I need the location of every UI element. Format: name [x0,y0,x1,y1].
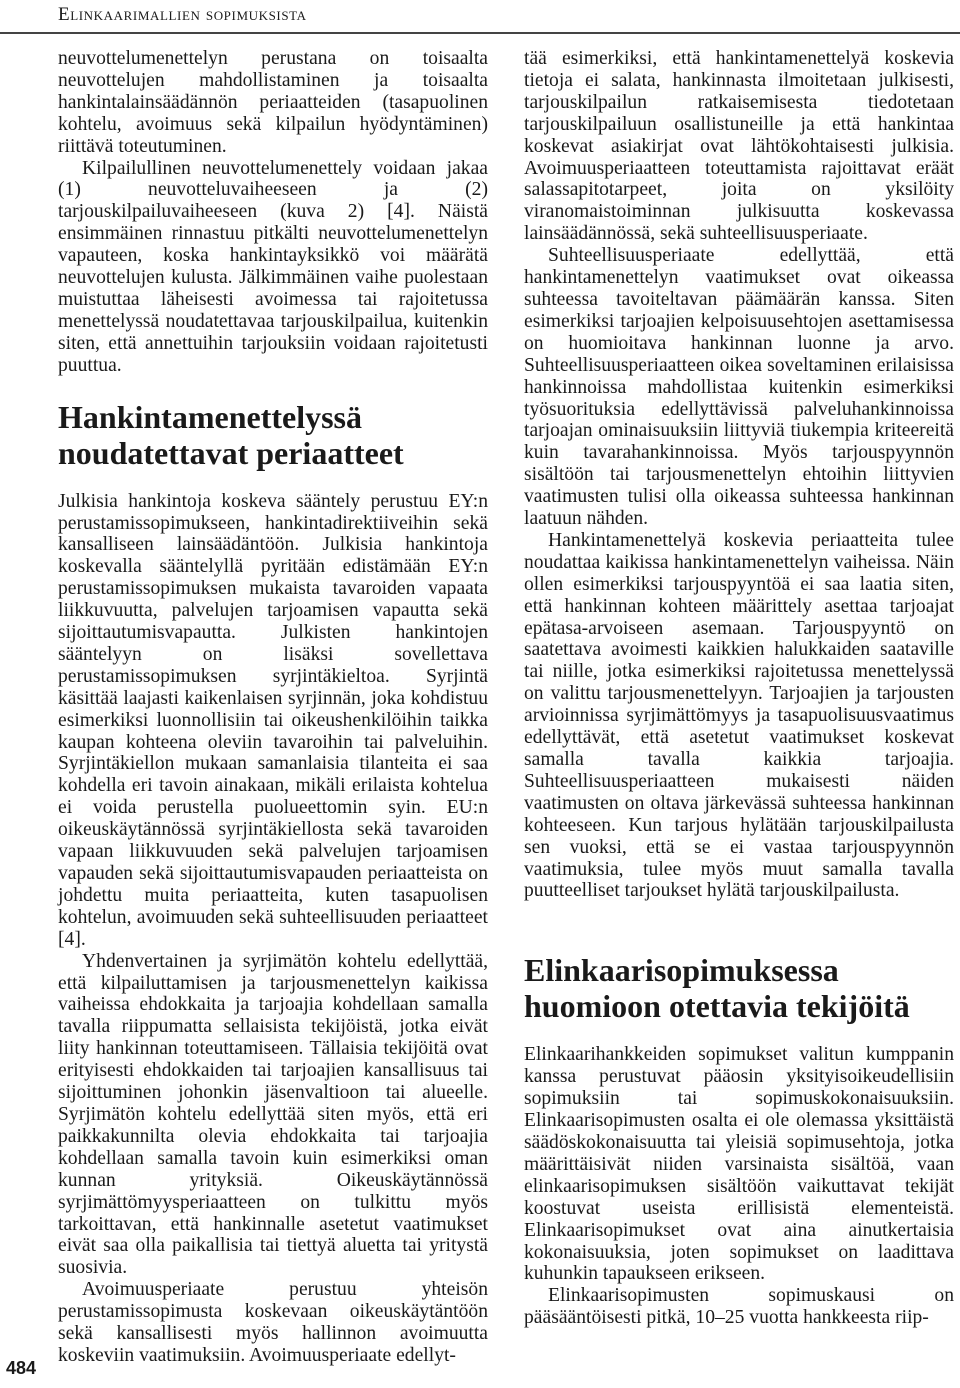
running-header: Elinkaarimallien sopimuksista [58,4,307,25]
paragraph: Yhdenvertainen ja syrjimätön kohtelu edellyttää, että kilpailuttamisen ja tarjousmenettelyn kaikissa vaiheissa ehdokkaita ja tarjoajia kohdellaan samalla tavalla riippumatta sellaisista tekijöistä, jotka eivät liity hankinnan toteuttamiseen. Tällaisia tekijöitä ovat erityisesti ehdokkaiden tai tarjoajien kansallisuus tai sijoittuminen johonkin jäsenvaltioon tai alueelle. Syrjimätön kohtelu edellyttää siten myös, että eri paikkakunnilta olevia ehdokkaita tai tarjoajia kohdellaan samalla tavoin kuin esimerkiksi oman kunnan yrityksiä. Oikeuskäytännössä syrjimättömyysperiaatteen on tulkittu myös tarkoittavan, että hankinnalle asetetut vaatimukset eivät saa olla paikallisia tai tiettyä aluetta tai yritystä suosivia. [58,950,488,1279]
paragraph: Elinkaarihankkeiden sopimukset valitun kumppanin kanssa perustuvat pääosin yksityisoikeudellisiin sopimuksiin tai sopimuskokonaisuuksiin. Elinkaarisopimusten osalta ei ole olemassa yksittäistä säädöskokonaisuutta tai yleisiä sopimusehtoja, jotka määrittäisivät niiden varsinaista sisältöä, vaan elinkaarisopimuksen sisältöön vaikuttavat tekijät koostuvat useista erillisistä elementeistä. Elinkaarisopimukset ovat aina ainutkertaisia kokonaisuuksia, joten sopimukset on laadittava kuhunkin tapaukseen erikseen. [524,1044,954,1285]
paragraph: Hankintamenettelyä koskevia periaatteita tulee noudattaa kaikissa hankintamenettelyn vaiheissa. Näin ollen esimerkiksi tarjouspyyntöä ei saa laatia siten, että hankinnan kohteen määrittely asettaa tarjoajat epätasa-arvoiseen asemaan. Tarjouspyyntö on saatettava avoimesti kaikkien halukkaiden saataville tai niille, jotka esimerkiksi rajoitetussa menettelyssä on valittu tarjousmenettelyyn. Tarjoajien ja tarjousten arvioinnissa syrjimättömyys ja tasapuolisuusvaatimus edellyttävät, että asetetut vaatimukset koskevat samalla tavalla kaikkia tarjoajia. Suhteellisuusperiaatteen mukaisesti näiden vaatimusten on oltava järkevässä suhteessa hankinnan kohteeseen. Kun tarjous hylätään tarjouskilpailusta sen vuoksi, että se ei vastaa tarjouspyynnön vaatimuksia, tulee myös muut samalla tavalla puutteelliset tarjoukset hylätä tarjouskilpailusta. [524,529,954,902]
paragraph: Suhteellisuusperiaate edellyttää, että hankintamenettelyn vaatimukset ovat oikeassa suhteessa tavoiteltavan päämäärän kanssa. Siten esimerkiksi tarjoajien kelpoisuusehtojen asettamisessa on huomioitava hankinnan luonne ja arvo. Suhteellisuusperiaatteen oikea soveltaminen erilaisissa hankinnoissa mahdollistaa kuitenkin esimerkiksi työsuorituksia edellyttävissä palveluhankinnoissa tarjoajan ominaisuuksiin liittyviä tiukempia kriteereitä kuin tavarahankinnoissa. Myös tarjouspyynnön sisältöön tai tarjousmenettelyn ehtoihin liittyvien vaatimusten tulisi olla oikeassa suhteessa hankinnan laatuun nähden. [524,245,954,530]
section-heading-lifecycle: Elinkaarisopimuksessa huomioon otettavia tekijöitä [524,952,910,1025]
header-divider [0,32,960,34]
right-column [524,48,954,1329]
page-number: 484 [6,1358,37,1378]
paragraph: Elinkaarisopimusten sopimuskausi on pääsääntöisesti pitkä, 10–25 vuotta hankkeesta riip- [524,1285,954,1329]
paragraph: Julkisia hankintoja koskeva sääntely perustuu EY:n perustamissopimukseen, hankintadirektiiveihin sekä kansalliseen lainsäädäntöön. Julkisia hankintoja koskevalla sääntelyllä pyritään edistämään EY:n perustamissopimuksen mukaista tavaroiden vapaata liikkuvuutta, palvelujen tarjoamisen vapautta sekä sijoittautumisvapautta. Julkisten hankintojen sääntelyyn on lisäksi sovellettava perustamissopimuksen syrjintäkieltoa. Syrjintä käsittää laajasti kaikenlaisen syrjinnän, joka kohdistuu esimerkiksi luonnollisiin tai oikeushenkilöihin taikka kaupan kohteena oleviin tavaroihin tai palveluihin. Syrjintäkiellon mukaan samanlaisia tilanteita ei saa kohdella eri tavoin ainakaan, mikäli erilaista kohtelua ei voida perustella puolueettomin syin. EU:n oikeuskäytännössä syrjintäkiellosta sekä tavaroiden vapaan liikkuvuuden sekä palvelujen tarjoamisen vapauden sekä sijoittautumisvapauden periaatteista on johdettu muita periaatteita, kuten tasapuolisen kohtelun, avoimuuden sekä suhteellisuuden periaatteet [4]. [58,490,488,950]
left-column [58,48,488,1367]
paragraph: Avoimuusperiaate perustuu yhteisön perustamissopimusta koskevaan oikeuskäytäntöön sekä kansallisesti myös hallinnon avoimuutta koskeviin vaatimuksiin. Avoimuusperiaate edellyt- [58,1279,488,1366]
section-heading-principles: Hankintamenettelyssä noudatettavat periaatteet [58,398,404,471]
paragraph: neuvottelumenettelyn perustana on toisaalta neuvottelujen mahdollistaminen ja toisaalta hankintalainsäädännön periaatteiden (tasapuolinen kohtelu, avoimuus sekä kilpailun hyödyntäminen) riittävä toteutuminen. [58,48,488,157]
paragraph: Kilpailullinen neuvottelumenettely voidaan jakaa (1) neuvotteluvaiheeseen ja (2) tarjouskilpailuvaiheeseen (kuva 2) [4]. Näistä ensimmäinen rinnastuu pitkälti neuvottelumenettelyn vapauteen, koska hankintayksikkö voi määrätä neuvottelujen kulusta. Jälkimmäinen vaihe puolestaan muistuttaa läheisesti avoimessa tai rajoitetussa menettelyssä noudatettavaa tarjouskilpailua, kuitenkin siten, että annettuihin tarjouksiin voidaan rajoitetusti puuttua. [58,157,488,376]
paragraph: tää esimerkiksi, että hankintamenettelyä koskevia tietoja ei salata, hankinnasta ilmoitetaan julkisesti, tarjouskilpailun ratkaisemisesta tiedotetaan tarjouskilpailuun osallistuneille ja että hankintaa koskevat asiakirjat ovat lähtökohtaisesti julkisia. Avoimuusperiaatteen toteuttamista rajoittavat eräät salassapitotarpeet, joita on yksilöity viranomaistoiminnan julkisuutta koskevassa lainsäädännössä, sekä suhteellisuusperiaate. [524,48,954,245]
